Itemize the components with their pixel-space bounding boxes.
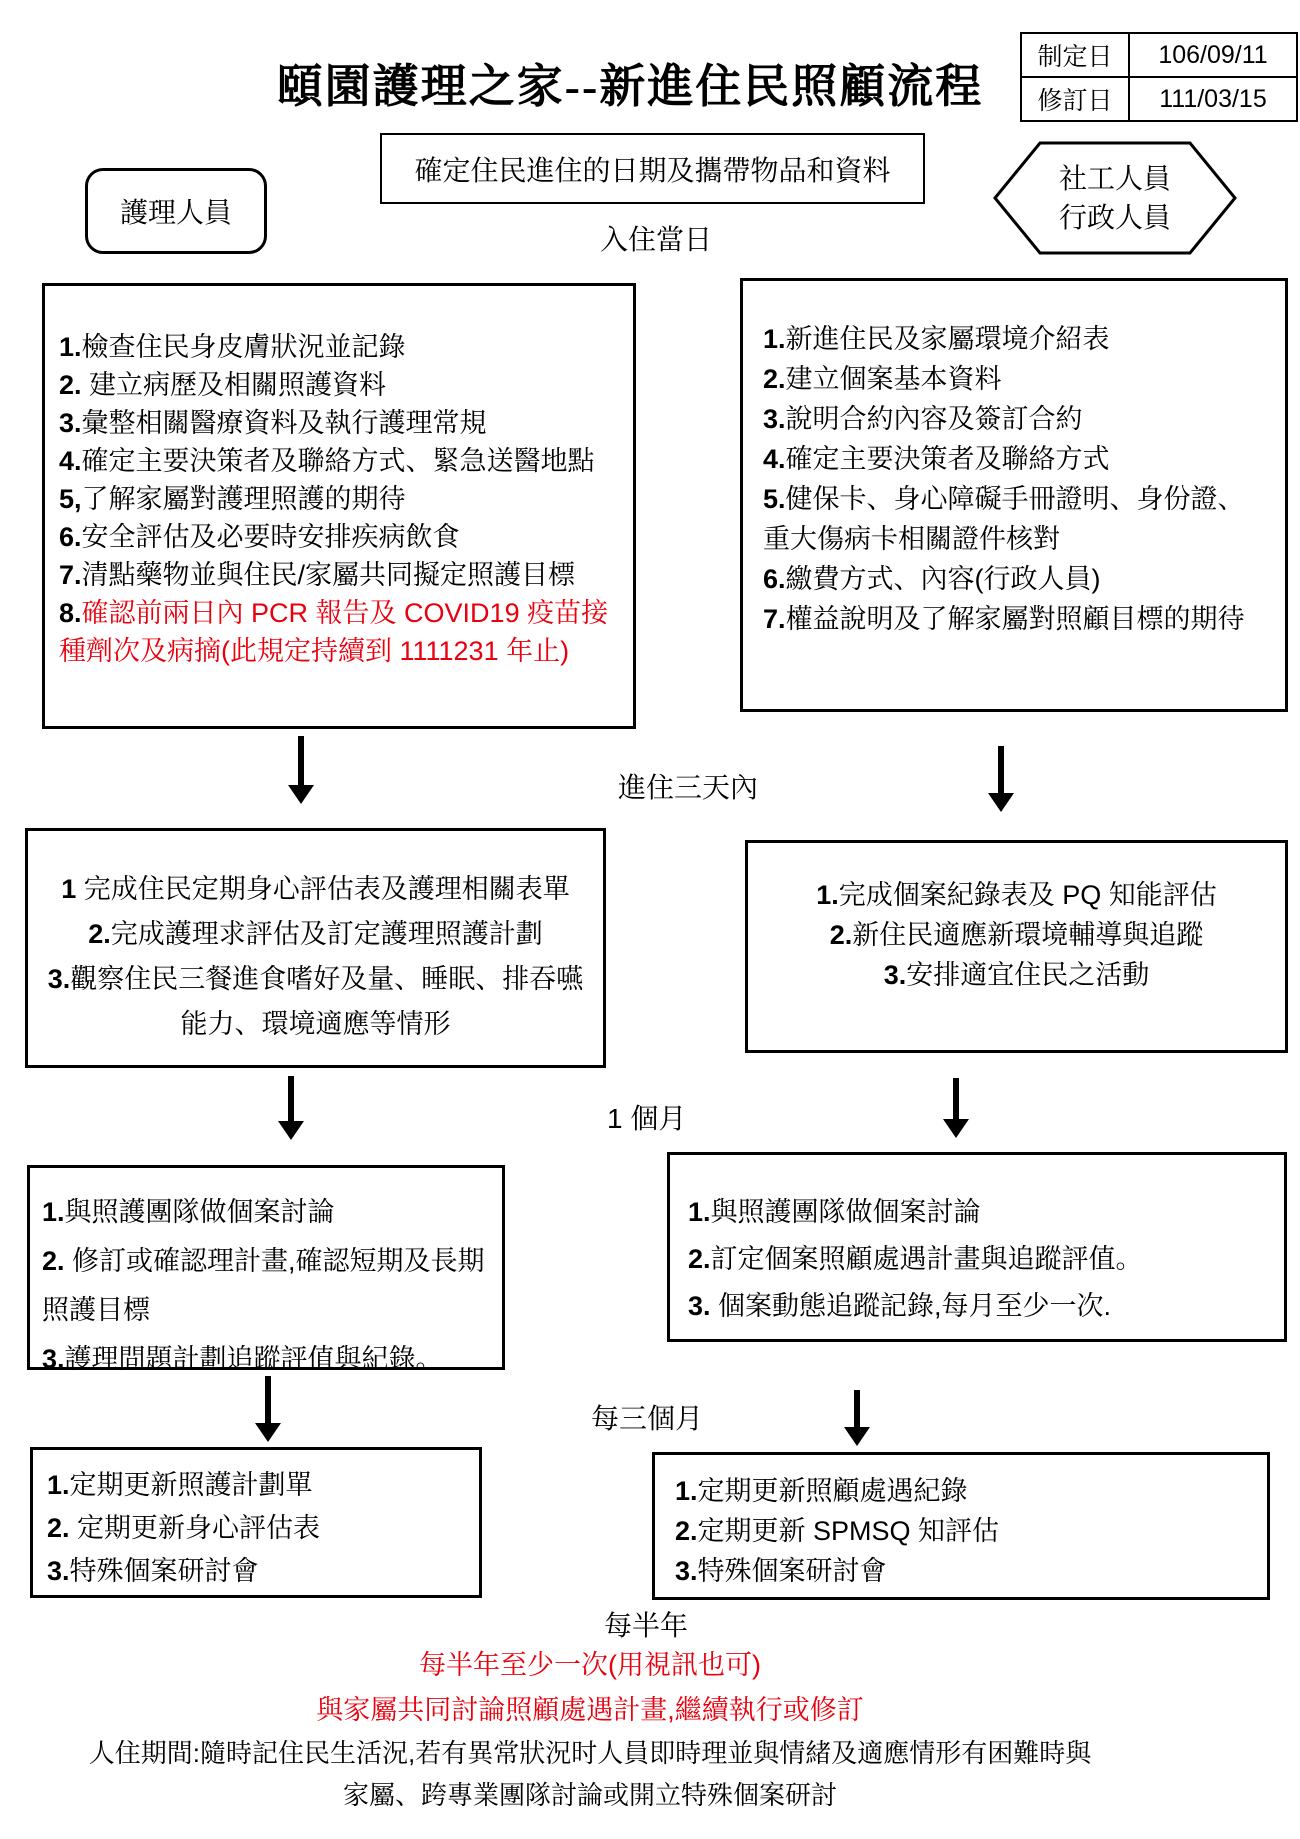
footer-red-line-1: 每半年至少一次(用視訊也可) bbox=[419, 1650, 761, 1680]
stage-label-within-3-days: 進住三天內 bbox=[618, 772, 759, 803]
item-number: 5, bbox=[59, 484, 82, 514]
revision-label: 修訂日 bbox=[1021, 77, 1129, 121]
item-number: 6. bbox=[763, 564, 786, 594]
list-item bbox=[59, 442, 621, 480]
item-text: 建立個案基本資料 bbox=[785, 364, 1002, 394]
list-item bbox=[42, 1188, 494, 1237]
item-text: 建立病歷及相關照護資料 bbox=[81, 370, 387, 400]
flow-box-social-3months bbox=[652, 1452, 1270, 1600]
item-text: 訂定個案照顧處遇計畫與追蹤評值。 bbox=[710, 1244, 1143, 1274]
stage-label-admission-day: 入住當日 bbox=[600, 224, 713, 255]
item-text: 定期更新 SPMSQ 知評估 bbox=[697, 1516, 1000, 1546]
list-item bbox=[46, 867, 585, 912]
flow-arrow-down bbox=[988, 746, 1014, 812]
list-item bbox=[47, 1507, 471, 1550]
revision-value: 111/03/15 bbox=[1129, 77, 1297, 121]
item-text: 完成護理求評估及訂定護理照護計劃 bbox=[110, 919, 543, 949]
item-number: 2. bbox=[829, 920, 853, 950]
item-text: 了解家屬對護理照護的期待 bbox=[81, 484, 406, 514]
item-number: 3. bbox=[47, 1556, 70, 1586]
list-item bbox=[47, 1464, 471, 1507]
stage-label-every-3-months: 每三個月 bbox=[591, 1403, 704, 1434]
item-text: 新住民適應新環境輔導與追蹤 bbox=[852, 920, 1204, 950]
stage-label-one-month: 1 個月 bbox=[607, 1103, 687, 1134]
list-item bbox=[46, 912, 585, 957]
social-role-labels bbox=[993, 140, 1237, 256]
item-number: 1. bbox=[675, 1476, 698, 1506]
item-number: 3. bbox=[59, 408, 82, 438]
item-number: 1. bbox=[688, 1197, 711, 1227]
item-text: 完成個案紀錄表及 PQ 知能評估 bbox=[838, 880, 1217, 910]
list-item bbox=[763, 359, 1271, 399]
stage-label-every-half-year: 每半年 bbox=[604, 1610, 689, 1641]
list-item bbox=[763, 479, 1271, 559]
page-title: 頤園護理之家--新進住民照顧流程 bbox=[276, 61, 984, 112]
list-item bbox=[59, 518, 621, 556]
item-text: 確定主要決策者及聯絡方式、緊急送醫地點 bbox=[81, 446, 595, 476]
item-text: 觀察住民三餐進食嗜好及量、睡眠、排吞嚥能力、環境適應等情形 bbox=[70, 964, 584, 1039]
revision-value: 106/09/11 bbox=[1129, 33, 1297, 77]
flow-box-social-3days bbox=[745, 840, 1288, 1053]
list-item bbox=[675, 1511, 1257, 1551]
item-text: 權益說明及了解家屬對照顧目標的期待 bbox=[785, 604, 1245, 634]
revision-table-row bbox=[1021, 33, 1297, 77]
list-item bbox=[763, 319, 1271, 359]
list-item bbox=[763, 599, 1271, 639]
item-text: 新進住民及家屬環境介紹表 bbox=[785, 324, 1110, 354]
item-number: 1. bbox=[763, 324, 786, 354]
item-number: 8. bbox=[59, 598, 82, 628]
item-number: 3. bbox=[688, 1291, 711, 1321]
footer-red-line-2: 與家屬共同討論照顧處遇計畫,繼續執行或修訂 bbox=[316, 1695, 864, 1725]
item-text: 定期更新照護計劃單 bbox=[69, 1470, 313, 1500]
list-item bbox=[675, 1471, 1257, 1511]
social-role-line1: 社工人員 bbox=[1058, 163, 1171, 194]
item-number: 3. bbox=[675, 1556, 698, 1586]
social-role-hexagon bbox=[993, 140, 1237, 256]
footer-note-line-2: 家屬、跨專業團隊討論或開立特殊個案研討 bbox=[342, 1780, 837, 1810]
item-text: 與照護團隊做個案討論 bbox=[710, 1197, 981, 1227]
item-number: 2. bbox=[675, 1516, 698, 1546]
item-number: 4. bbox=[59, 446, 82, 476]
item-text: 特殊個案研討會 bbox=[697, 1556, 887, 1586]
item-text: 安全評估及必要時安排疾病飲食 bbox=[81, 522, 460, 552]
item-number: 2. bbox=[42, 1246, 65, 1276]
flow-arrow-down bbox=[288, 736, 314, 804]
list-item bbox=[762, 955, 1271, 995]
revision-label: 制定日 bbox=[1021, 33, 1129, 77]
item-number: 1. bbox=[59, 332, 82, 362]
item-number: 3. bbox=[763, 404, 786, 434]
list-item bbox=[763, 559, 1271, 599]
item-text: 確認前兩日內 PCR 報告及 COVID19 疫苗接種劑次及病摘(此規定持續到 1111231 年止) bbox=[59, 598, 609, 666]
item-number: 7. bbox=[763, 604, 786, 634]
list-item bbox=[59, 366, 621, 404]
revision-table-row bbox=[1021, 77, 1297, 121]
item-number: 7. bbox=[59, 560, 82, 590]
item-number: 3. bbox=[42, 1344, 65, 1374]
flow-arrow-down bbox=[278, 1076, 304, 1140]
list-item bbox=[59, 594, 621, 670]
item-number: 5. bbox=[763, 484, 786, 514]
item-text: 修訂或確認理計畫,確認短期及長期照護目標 bbox=[42, 1246, 485, 1325]
item-number: 2. bbox=[88, 919, 111, 949]
item-text: 健保卡、身心障礙手冊證明、身份證、重大傷病卡相關證件核對 bbox=[763, 484, 1245, 554]
list-item bbox=[47, 1550, 471, 1593]
flow-box-social-1month bbox=[667, 1152, 1287, 1342]
item-text: 完成住民定期身心評估表及護理相關表單 bbox=[76, 874, 570, 904]
list-item bbox=[59, 328, 621, 366]
item-number: 3. bbox=[883, 960, 907, 990]
item-number: 2. bbox=[59, 370, 82, 400]
confirm-items-box bbox=[380, 133, 925, 204]
nursing-role-box bbox=[85, 168, 267, 254]
list-item bbox=[46, 957, 585, 1047]
item-number: 2. bbox=[688, 1244, 711, 1274]
list-item bbox=[688, 1236, 1274, 1283]
item-text: 與照護團隊做個案討論 bbox=[64, 1197, 335, 1227]
list-item bbox=[688, 1189, 1274, 1236]
list-item bbox=[763, 399, 1271, 439]
item-text: 檢查住民身皮膚狀況並記錄 bbox=[81, 332, 406, 362]
list-item bbox=[762, 875, 1271, 915]
item-text: 彙整相關醫療資料及執行護理常規 bbox=[81, 408, 487, 438]
flow-box-nursing-admission bbox=[42, 283, 636, 729]
item-number: 1. bbox=[42, 1197, 65, 1227]
revision-table bbox=[1020, 32, 1298, 122]
item-text: 確定主要決策者及聯絡方式 bbox=[785, 444, 1110, 474]
item-number: 4. bbox=[763, 444, 786, 474]
flow-box-nursing-1month bbox=[27, 1165, 505, 1374]
item-text: 定期更新身心評估表 bbox=[69, 1513, 321, 1543]
item-number: 3. bbox=[47, 964, 71, 994]
item-text: 個案動態追蹤記錄,每月至少一次. bbox=[710, 1291, 1112, 1321]
item-text: 清點藥物並與住民/家屬共同擬定照護目標 bbox=[81, 560, 576, 590]
item-text: 說明合約內容及簽訂合約 bbox=[785, 404, 1083, 434]
item-text: 繳費方式、內容(行政人員) bbox=[785, 564, 1101, 594]
item-number: 1 bbox=[61, 874, 77, 904]
nursing-role-label: 護理人員 bbox=[119, 197, 232, 228]
list-item bbox=[675, 1551, 1257, 1591]
item-text: 護理問題計劃追蹤評值與紀錄。 bbox=[64, 1344, 443, 1374]
flow-arrow-down bbox=[844, 1390, 870, 1446]
flow-box-social-admission bbox=[740, 278, 1288, 712]
social-role-line2: 行政人員 bbox=[1058, 202, 1171, 233]
item-number: 2. bbox=[47, 1513, 70, 1543]
flow-arrow-down bbox=[943, 1078, 969, 1138]
footer-note-line-1: 人住期間:隨時記住民生活況,若有異常狀況时人員即時理並與情緒及適應情形有困難時與 bbox=[88, 1738, 1092, 1768]
item-text: 定期更新照顧處遇紀錄 bbox=[697, 1476, 968, 1506]
flow-box-nursing-3months bbox=[30, 1447, 482, 1598]
list-item bbox=[42, 1237, 494, 1335]
list-item bbox=[59, 480, 621, 518]
flow-box-nursing-3days bbox=[25, 828, 606, 1068]
item-number: 2. bbox=[763, 364, 786, 394]
flow-arrow-down bbox=[255, 1376, 281, 1442]
list-item bbox=[762, 915, 1271, 955]
list-item bbox=[59, 404, 621, 442]
item-number: 1. bbox=[47, 1470, 70, 1500]
item-number: 6. bbox=[59, 522, 82, 552]
list-item bbox=[59, 556, 621, 594]
list-item bbox=[688, 1283, 1274, 1330]
item-number: 1. bbox=[816, 880, 839, 910]
item-text: 特殊個案研討會 bbox=[69, 1556, 259, 1586]
confirm-items-text: 確定住民進住的日期及攜帶物品和資料 bbox=[414, 154, 891, 186]
item-text: 安排適宜住民之活動 bbox=[906, 960, 1150, 990]
list-item bbox=[763, 439, 1271, 479]
